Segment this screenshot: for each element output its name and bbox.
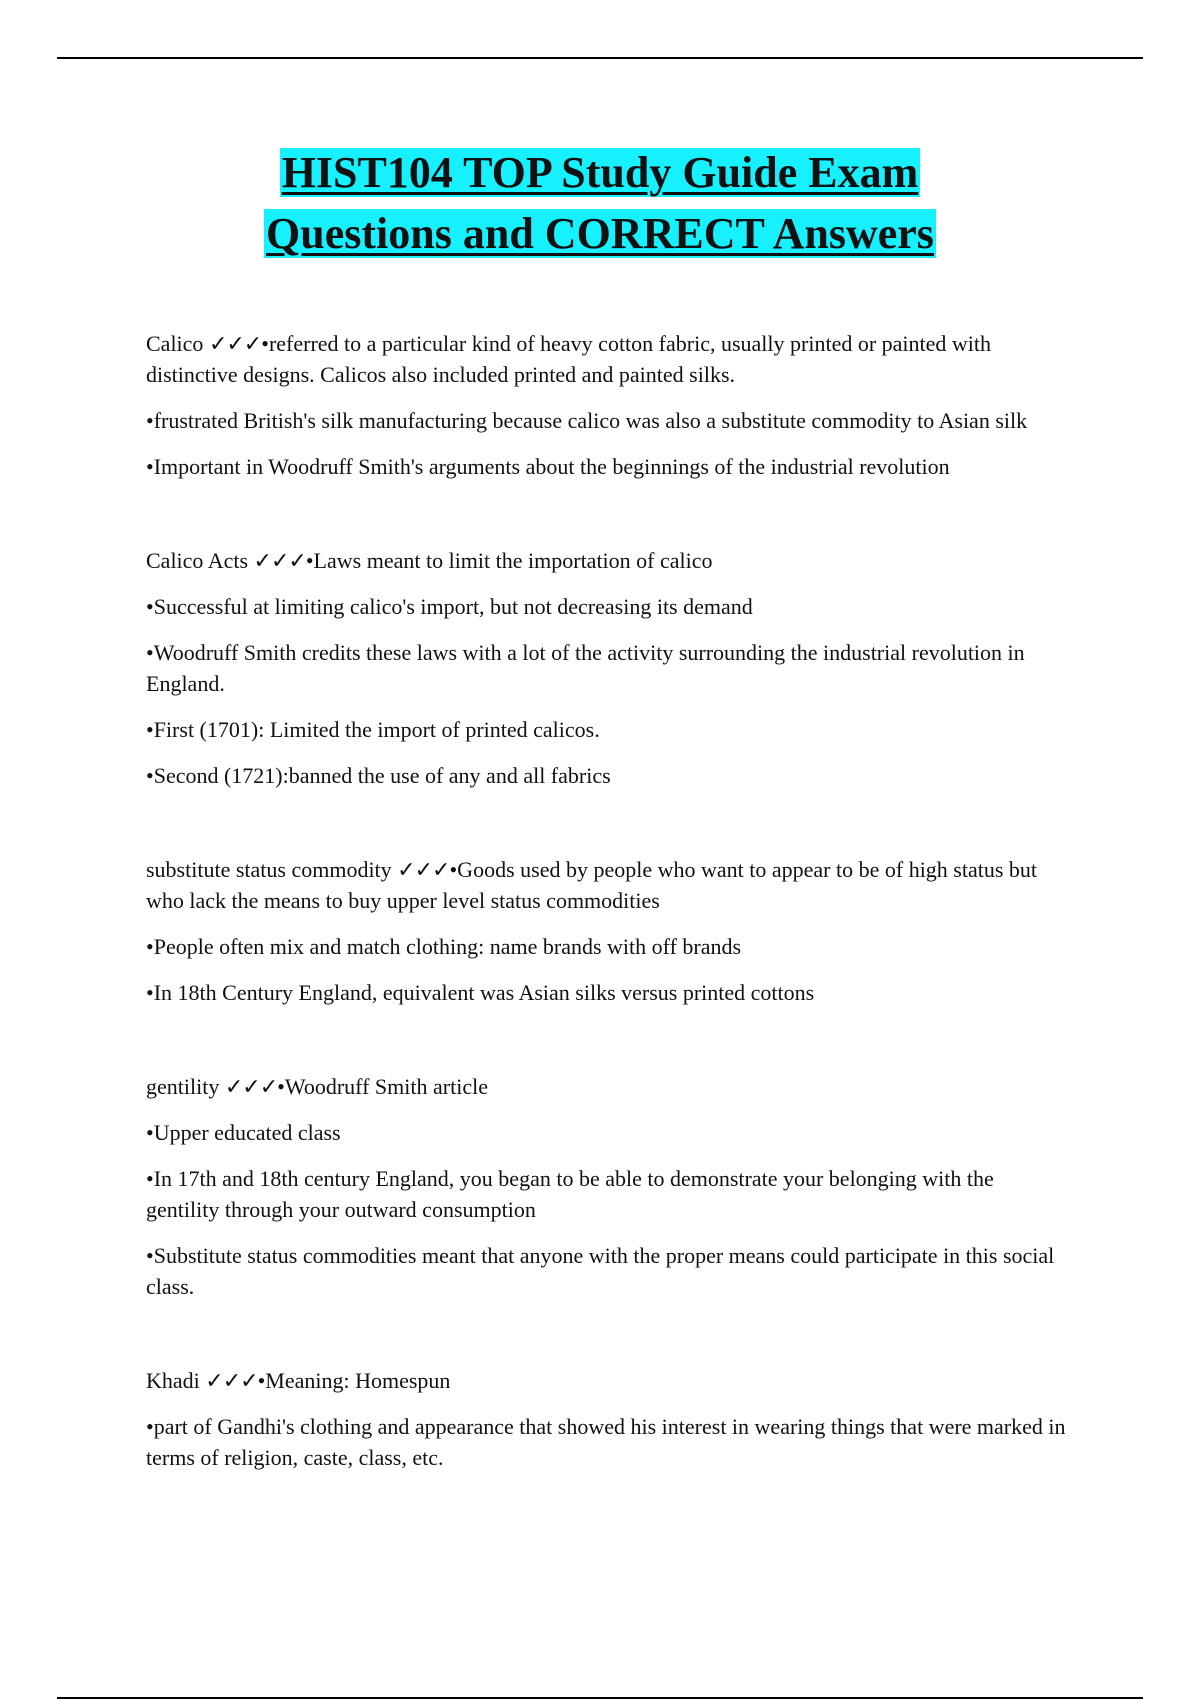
answer-line: •In 17th and 18th century England, you began to be able to demonstrate your belonging with the gentility through your outward consumption xyxy=(146,1166,994,1222)
document-title xyxy=(0,142,1200,264)
answer-line: •Important in Woodruff Smith's arguments about the beginnings of the industrial revolution xyxy=(146,454,950,479)
term: substitute status commodity xyxy=(146,857,398,882)
term: Khadi xyxy=(146,1368,206,1393)
answer-line: •Successful at limiting calico's import, but not decreasing its demand xyxy=(146,594,753,619)
term: Calico Acts xyxy=(146,548,254,573)
answer-line: •Woodruff Smith credits these laws with a lot of the activity surrounding the industrial revolution in England. xyxy=(146,640,1025,696)
qa-entry-substitute-status-commodity xyxy=(146,854,1066,1008)
qa-question xyxy=(146,854,1066,916)
answer-line: •In 18th Century England, equivalent was Asian silks versus printed cottons xyxy=(146,980,815,1005)
title-line-2: Questions and CORRECT Answers xyxy=(266,209,934,258)
bottom-rule xyxy=(57,1697,1143,1699)
term: gentility xyxy=(146,1074,225,1099)
qa-question xyxy=(146,328,1066,390)
answer-line: •Woodruff Smith article xyxy=(277,1074,488,1099)
check-marks-icon: ✓✓✓ xyxy=(253,548,306,573)
check-marks-icon: ✓✓✓ xyxy=(205,1368,258,1393)
check-marks-icon: ✓✓✓ xyxy=(397,857,450,882)
qa-question xyxy=(146,1365,1066,1396)
answer-line: •First (1701): Limited the import of printed calicos. xyxy=(146,717,600,742)
top-rule xyxy=(57,57,1143,59)
answer-line: •People often mix and match clothing: name brands with off brands xyxy=(146,934,742,959)
check-marks-icon: ✓✓✓ xyxy=(224,1074,278,1099)
answer-line: •Goods used by people who want to appear to be of high status but who lack the means to buy upper level status commodities xyxy=(146,857,1038,913)
term: Calico xyxy=(146,331,209,356)
answer-line: •part of Gandhi's clothing and appearance that showed his interest in wearing things that were marked in terms of religion, caste, class, etc. xyxy=(146,1414,1066,1470)
qa-entry-khadi xyxy=(146,1365,1066,1473)
study-guide-content xyxy=(146,328,1066,1536)
title-line-1: HIST104 TOP Study Guide Exam xyxy=(281,148,919,197)
check-marks-icon: ✓✓✓ xyxy=(208,331,262,356)
answer-line: •Substitute status commodities meant that anyone with the proper means could participate in this social class. xyxy=(146,1243,1055,1299)
qa-question xyxy=(146,1071,1066,1102)
answer-line: •Meaning: Homespun xyxy=(257,1368,451,1393)
answer-line: •frustrated British's silk manufacturing because calico was also a substitute commodity to Asian silk xyxy=(146,408,1028,433)
qa-entry-calico xyxy=(146,328,1066,482)
answer-line: •Second (1721):banned the use of any and all fabrics xyxy=(146,763,611,788)
qa-entry-gentility xyxy=(146,1071,1066,1302)
answer-line: •Laws meant to limit the importation of calico xyxy=(305,548,713,573)
answer-line: •referred to a particular kind of heavy cotton fabric, usually printed or painted with distinctive designs. Calicos also included printed and painted silks. xyxy=(146,331,992,387)
answer-line: •Upper educated class xyxy=(146,1120,341,1145)
qa-question xyxy=(146,545,1066,576)
qa-entry-calico-acts xyxy=(146,545,1066,791)
